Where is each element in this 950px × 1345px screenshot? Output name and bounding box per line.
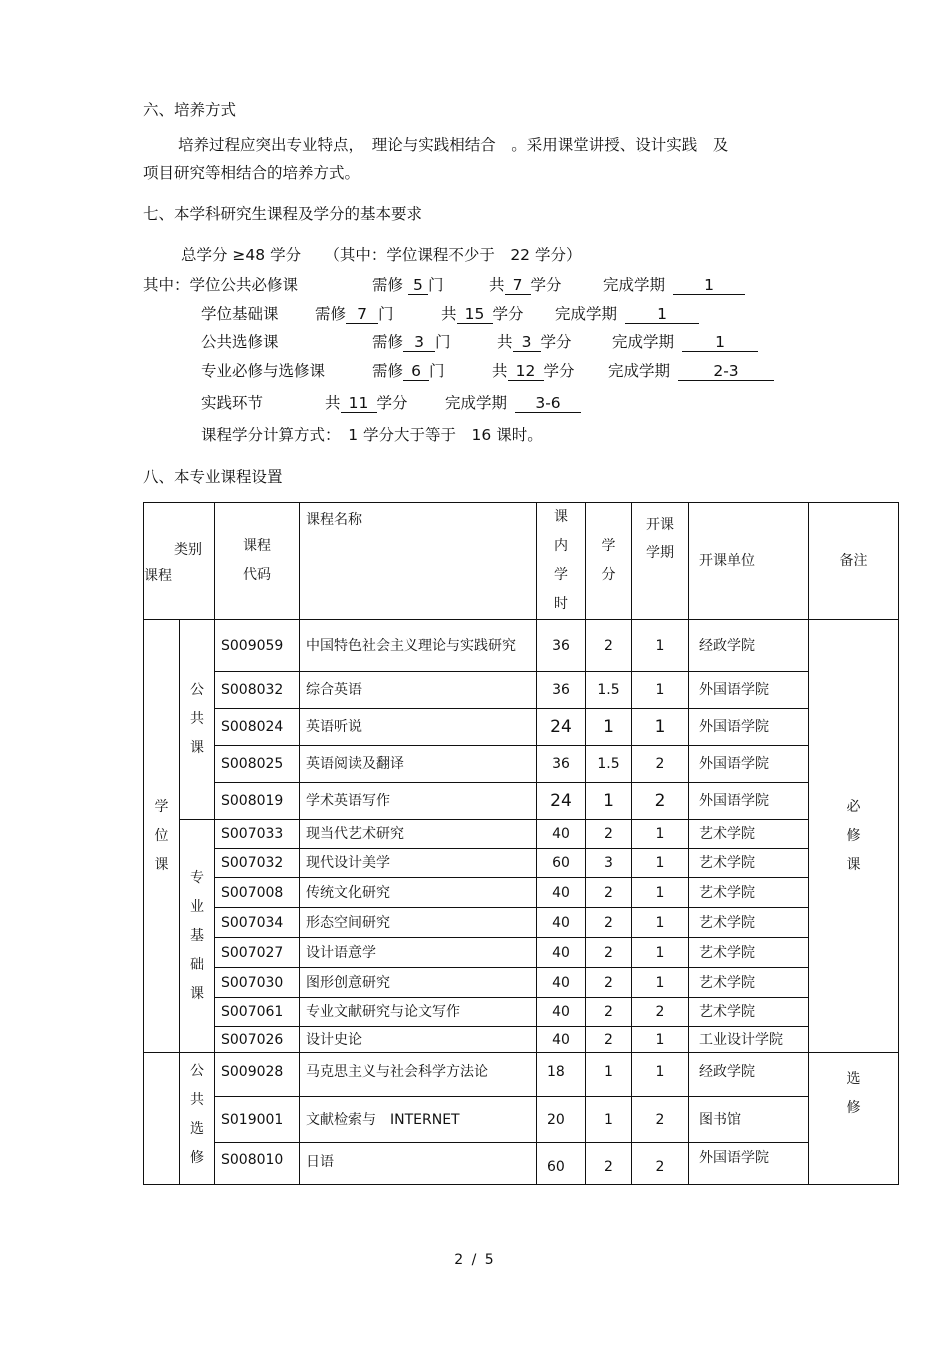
note-char: 修 <box>846 827 861 844</box>
gong-label: 共 <box>497 333 513 351</box>
header-code-1: 课程 <box>243 538 271 554</box>
course-credit: 2 <box>586 908 632 938</box>
group-major-char: 础 <box>190 956 204 973</box>
header-unit: 开课单位 <box>689 503 809 620</box>
credit-calc-rule: 课程学分计算方式： 1 学分大于等于 16 课时。 <box>201 426 543 444</box>
req-term: 3-6 <box>515 394 581 413</box>
course-term: 1 <box>632 1027 689 1053</box>
note-char: 选 <box>846 1071 861 1087</box>
req-credits-3 <box>497 332 572 352</box>
course-code: S008010 <box>215 1143 300 1185</box>
xuefen-label: 学分 <box>376 394 408 412</box>
course-term: 1 <box>632 938 689 968</box>
req-term: 2-3 <box>678 362 774 381</box>
course-term: 1 <box>632 878 689 908</box>
course-name: 现代设计美学 <box>300 849 537 878</box>
req-courses: 7 <box>346 305 378 324</box>
header-code-2: 代码 <box>243 567 271 583</box>
header-credit-2: 分 <box>601 567 616 583</box>
course-table <box>143 502 899 1185</box>
req-credits-2 <box>441 304 524 324</box>
course-unit: 艺术学院 <box>689 938 809 968</box>
group-public-char: 公 <box>190 682 204 698</box>
course-code: S007008 <box>215 878 300 908</box>
req-credits-1 <box>489 275 562 295</box>
course-credit: 2 <box>586 1143 632 1185</box>
total-credits: 总学分 ≥48 学分 （其中：学位课程不少于 22 学分） <box>181 246 582 264</box>
course-credit: 2 <box>586 968 632 998</box>
course-hours: 20 <box>537 1097 586 1143</box>
req-prefix: 其中： <box>143 276 190 294</box>
req-term: 1 <box>682 333 758 352</box>
men-label: 门 <box>378 305 394 323</box>
course-name: 马克思主义与社会科学方法论 <box>300 1053 537 1097</box>
course-term: 1 <box>632 1053 689 1097</box>
xuefen-label: 学分 <box>530 276 562 294</box>
course-name: 学术英语写作 <box>300 783 537 820</box>
table-row <box>144 968 899 998</box>
course-code: S009059 <box>215 620 300 672</box>
header-hours-1: 课 <box>554 509 568 525</box>
table-row <box>144 908 899 938</box>
note-required <box>809 620 899 1053</box>
group-public-char: 共 <box>190 711 204 727</box>
course-unit: 经政学院 <box>689 620 809 672</box>
course-unit: 外国语学院 <box>689 746 809 783</box>
course-hours: 40 <box>537 908 586 938</box>
course-unit: 艺术学院 <box>689 908 809 938</box>
course-term: 2 <box>632 998 689 1027</box>
term-label: 完成学期 <box>608 362 671 380</box>
xuefen-label: 学分 <box>543 362 575 380</box>
course-term: 1 <box>632 620 689 672</box>
course-hours: 40 <box>537 998 586 1027</box>
course-code: S019001 <box>215 1097 300 1143</box>
course-hours: 36 <box>537 746 586 783</box>
course-hours: 40 <box>537 878 586 908</box>
req-credits: 11 <box>341 394 377 413</box>
req-term-4 <box>608 361 774 381</box>
course-code: S008032 <box>215 672 300 709</box>
course-name: 传统文化研究 <box>300 878 537 908</box>
req-row-major: 专业必修与选修课 <box>201 362 326 380</box>
course-credit: 2 <box>586 998 632 1027</box>
section7-title: 七、本学科研究生课程及学分的基本要求 <box>143 205 423 223</box>
course-unit: 艺术学院 <box>689 820 809 849</box>
course-code: S007034 <box>215 908 300 938</box>
term-label: 完成学期 <box>555 305 618 323</box>
group-public-char: 课 <box>190 740 204 756</box>
course-hours: 18 <box>537 1053 586 1097</box>
req-need-1 <box>372 275 443 295</box>
group-elective-char: 选 <box>190 1121 204 1137</box>
course-term: 1 <box>632 908 689 938</box>
req-row-practice: 实践环节 <box>201 394 264 412</box>
note-char: 课 <box>846 856 861 873</box>
req-term-1 <box>603 275 745 295</box>
header-code <box>215 503 300 620</box>
course-hours: 36 <box>537 620 586 672</box>
course-credit: 1 <box>586 783 632 820</box>
course-code: S007033 <box>215 820 300 849</box>
course-hours: 24 <box>537 783 586 820</box>
course-hours: 60 <box>537 1143 586 1185</box>
men-label: 门 <box>429 362 445 380</box>
header-note: 备注 <box>809 503 899 620</box>
need-label: 需修 <box>372 333 404 351</box>
note-elective <box>809 1053 899 1185</box>
table-row <box>144 783 899 820</box>
group-major-char: 课 <box>190 985 204 1002</box>
req-courses: 6 <box>403 362 429 381</box>
group-elective <box>180 1053 215 1185</box>
course-name: 文献检索与 INTERNET <box>300 1097 537 1143</box>
header-credit <box>586 503 632 620</box>
group-elective-char: 公 <box>190 1063 204 1079</box>
course-credit: 1.5 <box>586 672 632 709</box>
table-row <box>144 672 899 709</box>
req-practice-credits <box>325 393 408 413</box>
req-term-3 <box>612 332 758 352</box>
course-name: 形态空间研究 <box>300 908 537 938</box>
course-unit: 外国语学院 <box>689 672 809 709</box>
course-code: S007061 <box>215 998 300 1027</box>
course-code: S007026 <box>215 1027 300 1053</box>
course-hours: 36 <box>537 672 586 709</box>
course-name: 设计史论 <box>300 1027 537 1053</box>
course-credit: 2 <box>586 1027 632 1053</box>
req-row-degree-basic: 学位基础课 <box>201 305 279 323</box>
group-major-char: 专 <box>190 869 204 886</box>
req-term: 1 <box>625 305 699 324</box>
course-term: 2 <box>632 746 689 783</box>
course-name: 图形创意研究 <box>300 968 537 998</box>
men-label: 门 <box>427 276 444 294</box>
req-need-2 <box>315 304 394 324</box>
course-credit: 1.5 <box>586 746 632 783</box>
table-row <box>144 709 899 746</box>
course-unit: 艺术学院 <box>689 998 809 1027</box>
course-unit: 经政学院 <box>689 1053 809 1097</box>
course-credit: 2 <box>586 878 632 908</box>
req-credits: 7 <box>505 276 531 295</box>
req-practice-term <box>445 393 581 413</box>
course-term: 1 <box>632 820 689 849</box>
course-name: 设计语意学 <box>300 938 537 968</box>
course-term: 1 <box>632 672 689 709</box>
table-row <box>144 1053 899 1097</box>
course-name: 英语阅读及翻译 <box>300 746 537 783</box>
course-credit: 2 <box>586 938 632 968</box>
header-hours-2: 内 <box>554 538 568 554</box>
course-unit: 外国语学院 <box>689 709 809 746</box>
course-unit: 艺术学院 <box>689 968 809 998</box>
table-row <box>144 820 899 849</box>
req-courses: 5 <box>408 276 428 295</box>
table-row <box>144 1027 899 1053</box>
table-header-row <box>144 503 899 620</box>
req-credits: 15 <box>457 305 493 324</box>
req-need-3 <box>372 332 451 352</box>
gong-label: 共 <box>489 276 505 294</box>
course-term: 2 <box>632 1097 689 1143</box>
course-unit: 图书馆 <box>689 1097 809 1143</box>
group-elective-char: 修 <box>190 1150 204 1166</box>
group-degree-char: 课 <box>154 856 169 873</box>
req-term-2 <box>555 304 699 324</box>
course-code: S008019 <box>215 783 300 820</box>
course-hours: 40 <box>537 968 586 998</box>
note-char: 必 <box>846 798 861 815</box>
table-row <box>144 998 899 1027</box>
section6-line2: 项目研究等相结合的培养方式。 <box>143 164 361 182</box>
group-degree-char: 学 <box>154 798 169 815</box>
course-hours: 24 <box>537 709 586 746</box>
xuefen-label: 学分 <box>492 305 524 323</box>
course-unit: 艺术学院 <box>689 878 809 908</box>
course-name: 英语听说 <box>300 709 537 746</box>
section6-line1: 培养过程应突出专业特点， 理论与实践相结合 。采用课堂讲授、设计实践 及 <box>178 136 729 154</box>
header-credit-1: 学 <box>601 538 616 554</box>
term-label: 完成学期 <box>603 276 666 294</box>
course-name: 日语 <box>300 1143 537 1185</box>
note-char: 修 <box>846 1100 861 1116</box>
group-elective-char: 共 <box>190 1092 204 1108</box>
course-name: 综合英语 <box>300 672 537 709</box>
course-term: 1 <box>632 968 689 998</box>
req-row-degree-public <box>143 275 298 295</box>
course-credit: 3 <box>586 849 632 878</box>
xuefen-label: 学分 <box>540 333 572 351</box>
course-term: 1 <box>632 849 689 878</box>
table-row <box>144 938 899 968</box>
section6-title: 六、培养方式 <box>143 101 237 119</box>
course-name: 专业文献研究与论文写作 <box>300 998 537 1027</box>
group-elective-blank <box>144 1053 180 1185</box>
group-degree <box>144 620 180 1053</box>
req-need-4 <box>372 361 445 381</box>
req-credits-4 <box>492 361 575 381</box>
course-credit: 2 <box>586 820 632 849</box>
table-row <box>144 1143 899 1185</box>
header-cat-bottom: 课程 <box>144 568 172 584</box>
table-row <box>144 1097 899 1143</box>
course-unit: 工业设计学院 <box>689 1027 809 1053</box>
course-hours: 40 <box>537 938 586 968</box>
section8-title: 八、本专业课程设置 <box>143 468 283 486</box>
need-label: 需修 <box>372 362 404 380</box>
course-name: 中国特色社会主义理论与实践研究 <box>300 620 537 672</box>
group-major-char: 业 <box>190 898 204 915</box>
need-label: 需修 <box>372 276 404 294</box>
table-row <box>144 746 899 783</box>
course-unit: 外国语学院 <box>689 1143 809 1185</box>
group-public <box>180 620 215 820</box>
header-hours-3: 学 <box>554 567 568 583</box>
gong-label: 共 <box>492 362 508 380</box>
gong-label: 共 <box>441 305 457 323</box>
course-name: 现当代艺术研究 <box>300 820 537 849</box>
header-name: 课程名称 <box>300 503 537 620</box>
course-hours: 60 <box>537 849 586 878</box>
header-hours-4: 时 <box>554 596 568 612</box>
course-credit: 1 <box>586 709 632 746</box>
course-term: 2 <box>632 783 689 820</box>
gong-label: 共 <box>325 394 341 412</box>
table-row <box>144 849 899 878</box>
course-code: S007032 <box>215 849 300 878</box>
req-term: 1 <box>673 276 745 295</box>
header-term-1: 开课 <box>646 517 674 533</box>
course-code: S007027 <box>215 938 300 968</box>
course-hours: 40 <box>537 1027 586 1053</box>
course-code: S008025 <box>215 746 300 783</box>
table-row <box>144 878 899 908</box>
course-credit: 1 <box>586 1053 632 1097</box>
course-unit: 外国语学院 <box>689 783 809 820</box>
header-term-2: 学期 <box>646 545 674 561</box>
course-code: S008024 <box>215 709 300 746</box>
group-major-char: 基 <box>190 927 204 944</box>
need-label: 需修 <box>315 305 347 323</box>
header-hours <box>537 503 586 620</box>
term-label: 完成学期 <box>445 394 508 412</box>
req-credits: 3 <box>513 333 541 352</box>
req-courses: 3 <box>403 333 435 352</box>
course-unit: 艺术学院 <box>689 849 809 878</box>
header-cat-top: 类别 <box>174 542 202 558</box>
req-row-public-elective: 公共选修课 <box>201 333 279 351</box>
course-term: 1 <box>632 709 689 746</box>
group-degree-char: 位 <box>154 827 169 844</box>
term-label: 完成学期 <box>612 333 675 351</box>
table-row <box>144 620 899 672</box>
page-number: 2 / 5 <box>454 1252 496 1268</box>
course-credit: 1 <box>586 1097 632 1143</box>
req-name: 学位公共必修课 <box>189 276 299 294</box>
req-credits: 12 <box>508 362 544 381</box>
group-major <box>180 820 215 1053</box>
men-label: 门 <box>435 333 451 351</box>
header-term <box>632 503 689 620</box>
course-code: S007030 <box>215 968 300 998</box>
header-category <box>144 503 215 620</box>
course-code: S009028 <box>215 1053 300 1097</box>
course-term: 2 <box>632 1143 689 1185</box>
course-hours: 40 <box>537 820 586 849</box>
course-credit: 2 <box>586 620 632 672</box>
